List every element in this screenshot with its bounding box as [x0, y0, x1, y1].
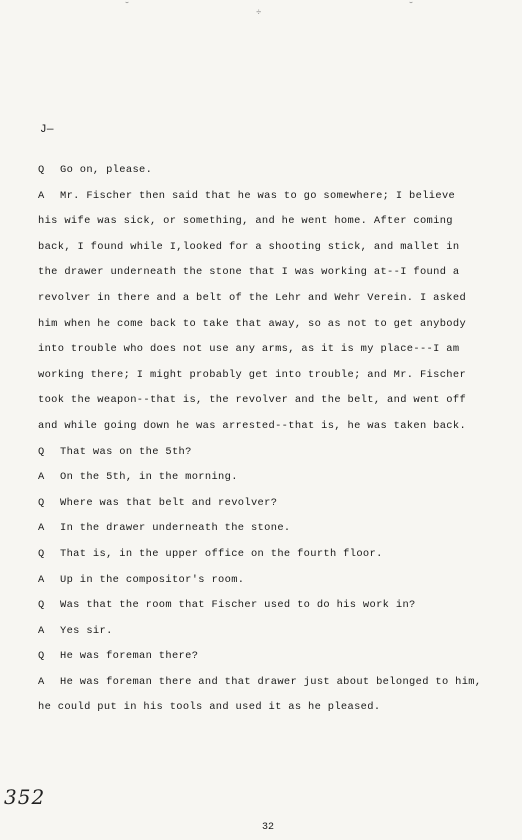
- transcript-line: [38, 465, 498, 491]
- transcript-line: [38, 286, 498, 312]
- transcript-line: [38, 184, 498, 210]
- line-text: In the drawer underneath the stone.: [60, 522, 291, 535]
- speaker-label: Q: [38, 599, 45, 612]
- line-text: working there; I might probably get into trouble; and Mr. Fischer: [38, 368, 467, 381]
- line-text: revolver in there and a belt of the Lehr and Wehr Verein. I asked: [38, 291, 467, 304]
- speaker-label: Q: [38, 164, 45, 176]
- scan-mark: ˘: [408, 2, 415, 13]
- scan-mark: ÷: [256, 8, 262, 18]
- speaker-label: A: [38, 471, 45, 484]
- speaker-label: Q: [38, 547, 45, 560]
- line-text: Yes sir.: [60, 624, 113, 637]
- line-text: him when he come back to take that away, so as not to get anybody: [38, 317, 467, 330]
- transcript-line: [38, 593, 498, 619]
- line-text: his wife was sick, or something, and he went home. After coming: [38, 215, 453, 228]
- transcript-line: [38, 644, 498, 670]
- line-text: Was that the room that Fischer used to do his work in?: [60, 599, 416, 612]
- top-punch-marks: [0, 2, 522, 22]
- line-text: He was foreman there and that drawer just about belonged to him,: [60, 675, 482, 688]
- transcript-line: [38, 158, 498, 184]
- line-text: That was on the 5th?: [60, 445, 192, 458]
- transcript-body: [38, 158, 498, 721]
- transcript-line: [38, 235, 498, 261]
- transcript-line: [38, 388, 498, 414]
- handwritten-page-note: 352: [4, 785, 46, 809]
- line-text: and while going down he was arrested--that is, he was taken back.: [38, 419, 467, 432]
- speaker-label: A: [38, 675, 45, 688]
- transcript-line: [38, 516, 498, 542]
- line-text: into trouble who does not use any arms, as it is my place---I am: [38, 343, 460, 356]
- speaker-label: A: [38, 522, 45, 535]
- transcript-line: [38, 260, 498, 286]
- section-marker: J—: [40, 124, 54, 136]
- transcript-line: [38, 619, 498, 645]
- line-text: he could put in his tools and used it as he pleased.: [38, 701, 381, 714]
- speaker-label: A: [38, 573, 45, 586]
- speaker-label: Q: [38, 650, 45, 663]
- transcript-line: [38, 337, 498, 363]
- speaker-label: A: [38, 189, 45, 202]
- transcript-line: [38, 695, 498, 721]
- line-text: back, I found while I,looked for a shooting stick, and mallet in: [38, 240, 460, 253]
- line-text: He was foreman there?: [60, 650, 199, 663]
- line-text: took the weapon--that is, the revolver and the belt, and went off: [38, 394, 467, 407]
- line-text: Where was that belt and revolver?: [60, 496, 278, 509]
- line-text: On the 5th, in the morning.: [60, 471, 238, 484]
- speaker-label: Q: [38, 496, 45, 509]
- page-number: 32: [262, 822, 275, 833]
- line-text: Go on, please.: [60, 164, 153, 176]
- line-text: Mr. Fischer then said that he was to go somewhere; I believe: [60, 189, 456, 202]
- transcript-line: [38, 363, 498, 389]
- transcript-line: [38, 542, 498, 568]
- scan-mark: ˘: [124, 2, 131, 13]
- speaker-label: A: [38, 624, 45, 637]
- transcript-line: [38, 209, 498, 235]
- transcript-line: [38, 670, 498, 696]
- transcript-line: [38, 568, 498, 594]
- transcript-line: [38, 440, 498, 466]
- transcript-line: [38, 491, 498, 517]
- line-text: That is, in the upper office on the fourth floor.: [60, 547, 383, 560]
- transcript-line: [38, 312, 498, 338]
- line-text: the drawer underneath the stone that I was working at--I found a: [38, 266, 460, 279]
- speaker-label: Q: [38, 445, 45, 458]
- transcript-line: [38, 414, 498, 440]
- line-text: Up in the compositor's room.: [60, 573, 245, 586]
